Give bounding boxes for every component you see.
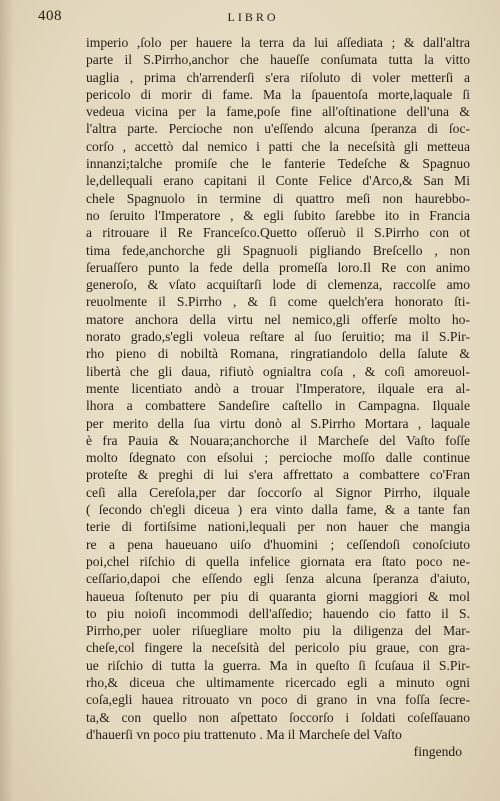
text-line: tima fede,anchorche gli Spagnuoli pigliando Breſcello , non [86, 242, 470, 258]
text-line: le,dellequali erano capitani il Conte Felice d'Arco,& San Mi [86, 173, 470, 189]
text-line: è fra Pauia & Nouara;anchorche il Marcheſe del Vaſto foſſe [86, 432, 470, 448]
catchword: fingendo [413, 744, 462, 760]
text-line: uaglia , prima ch'arrenderſi s'era riſoluto di voler metterſi a [86, 69, 470, 85]
text-line: mente licentiato andò a trouar l'Imperatore, ilquale era al- [86, 380, 470, 396]
text-line: imperio ,ſolo per hauere la terra da lui aſſediata ; & dall'altra [86, 35, 470, 50]
gutter-shadow [0, 0, 14, 801]
text-line: poi,chel riſchio di quella infelice giornata era ſtato poco ne- [86, 553, 470, 569]
text-line: haueua ſoſtenuto per piu di quaranta giorni maggiori & mol [86, 588, 470, 604]
text-line: chele Spagnuolo in termine di quattro meſi non haurebbo- [86, 190, 470, 206]
text-line: innanzi;talche promiſe che le fanterie Tedeſche & Spagnuo [86, 156, 470, 172]
text-line: molto ſdegnato con eſsolui ; percioche moſſo dalle continue [86, 450, 470, 466]
text-line: ( ſecondo ch'egli diceua ) era vinto dalla fame, & a tante fan [86, 502, 470, 518]
text-line: lhora a combattere Sandeſire caſtello in Campagna. Ilquale [86, 398, 470, 414]
text-line: reuolmente il S.Pirrho , & ſi come quelch'era honorato ſti- [86, 294, 470, 310]
text-line: to piu noioſi incommodi dell'aſſedio; hauendo cio fatto il S. [86, 605, 470, 621]
text-line: vedeua vicina per la fame,poſe fine all'oſtinatione dell'una & [86, 104, 470, 120]
text-line: norato grado,s'egli voleua reſtare al ſuo ſeruitio; ma il S.Pir- [86, 329, 470, 345]
text-line: per merito della ſua virtu donò al S.Pirrho Mortara , laquale [86, 415, 470, 431]
text-line: terie di fortiſsime nationi,lequali per non hauer che mangia [86, 519, 470, 535]
text-line: proteſte & preghi di lui s'era affrettato a combattere co'Fran [86, 467, 470, 483]
page-header [38, 8, 468, 28]
text-line: Pirrho,per uoler riſuegliare molto piu la diligenza del Mar- [86, 623, 470, 639]
text-line: ue riſchio di tutta la guerra. Ma in queſto ſi ſcuſaua il S.Pir- [86, 657, 470, 673]
text-line: ceſi alla Cereſola,per dar ſoccorſo al Signor Pirrho, ilquale [86, 484, 470, 500]
running-head: LIBRO [227, 10, 279, 24]
text-line: no ſeruito l'Imperatore , & egli ſubito ſarebbe ito in Francia [86, 207, 470, 223]
text-line: rho pieno di nobiltà Romana, ringratiandolo della ſalute & [86, 346, 470, 362]
text-line: generoſo, & vſato acquiſtarſi lode di clemenza, raccolſe amo [86, 277, 470, 293]
text-line: a ritrouare il Re Franceſco.Quetto oſſeruò il S.Pirrho con ot [86, 225, 470, 241]
text-line: cheſe,col fingere la neceſsità del pericolo piu graue, con gra- [86, 640, 470, 656]
text-line: rho,& diceua che ultimamente ricercado egli a minuto ogni [86, 674, 470, 690]
text-line: corſo , accettò dal nemico i patti che la neceſsità gli metteua [86, 138, 470, 154]
text-line: l'altra parte. Percioche non u'eſſendo alcuna ſperanza di ſoc- [86, 121, 470, 137]
text-line: d'hauerſi vn poco piu trattenuto . Ma il Marcheſe del Vaſto [86, 726, 402, 742]
text-line: pericolo di morir di fame. Ma la ſpauentoſa morte,laquale ſi [86, 86, 470, 102]
text-line: ſeruaſſero punto la fede della promeſſa loro.Il Re con animo [86, 259, 470, 275]
text-line: matore anchora della virtu nel nemico,gli offerſe molto ho- [86, 311, 470, 327]
text-line: re a pena haueuano uiſo d'huomini ; ceſſendoſi conoſciuto [86, 536, 470, 552]
text-line: coſa,egli hauea ritrouato vn poco di grano in vna foſſa ſecre- [86, 692, 470, 708]
text-line: libertà che gli daua, rifiutò ognialtra coſa , & coſi amoreuol- [86, 363, 470, 379]
text-line: ceſſario,dapoi che eſſendo egli ſenza alcuna ſperanza d'aiuto, [86, 571, 470, 587]
page-number: 408 [38, 8, 62, 24]
text-block [86, 34, 470, 760]
text-line: parte il S.Pirrho,anchor che haueſſe conſumata tutta la vitto [86, 52, 470, 68]
text-line: ta,& con quello non aſpettato ſoccorſo i ſoldati coſeſſauano [86, 709, 470, 725]
